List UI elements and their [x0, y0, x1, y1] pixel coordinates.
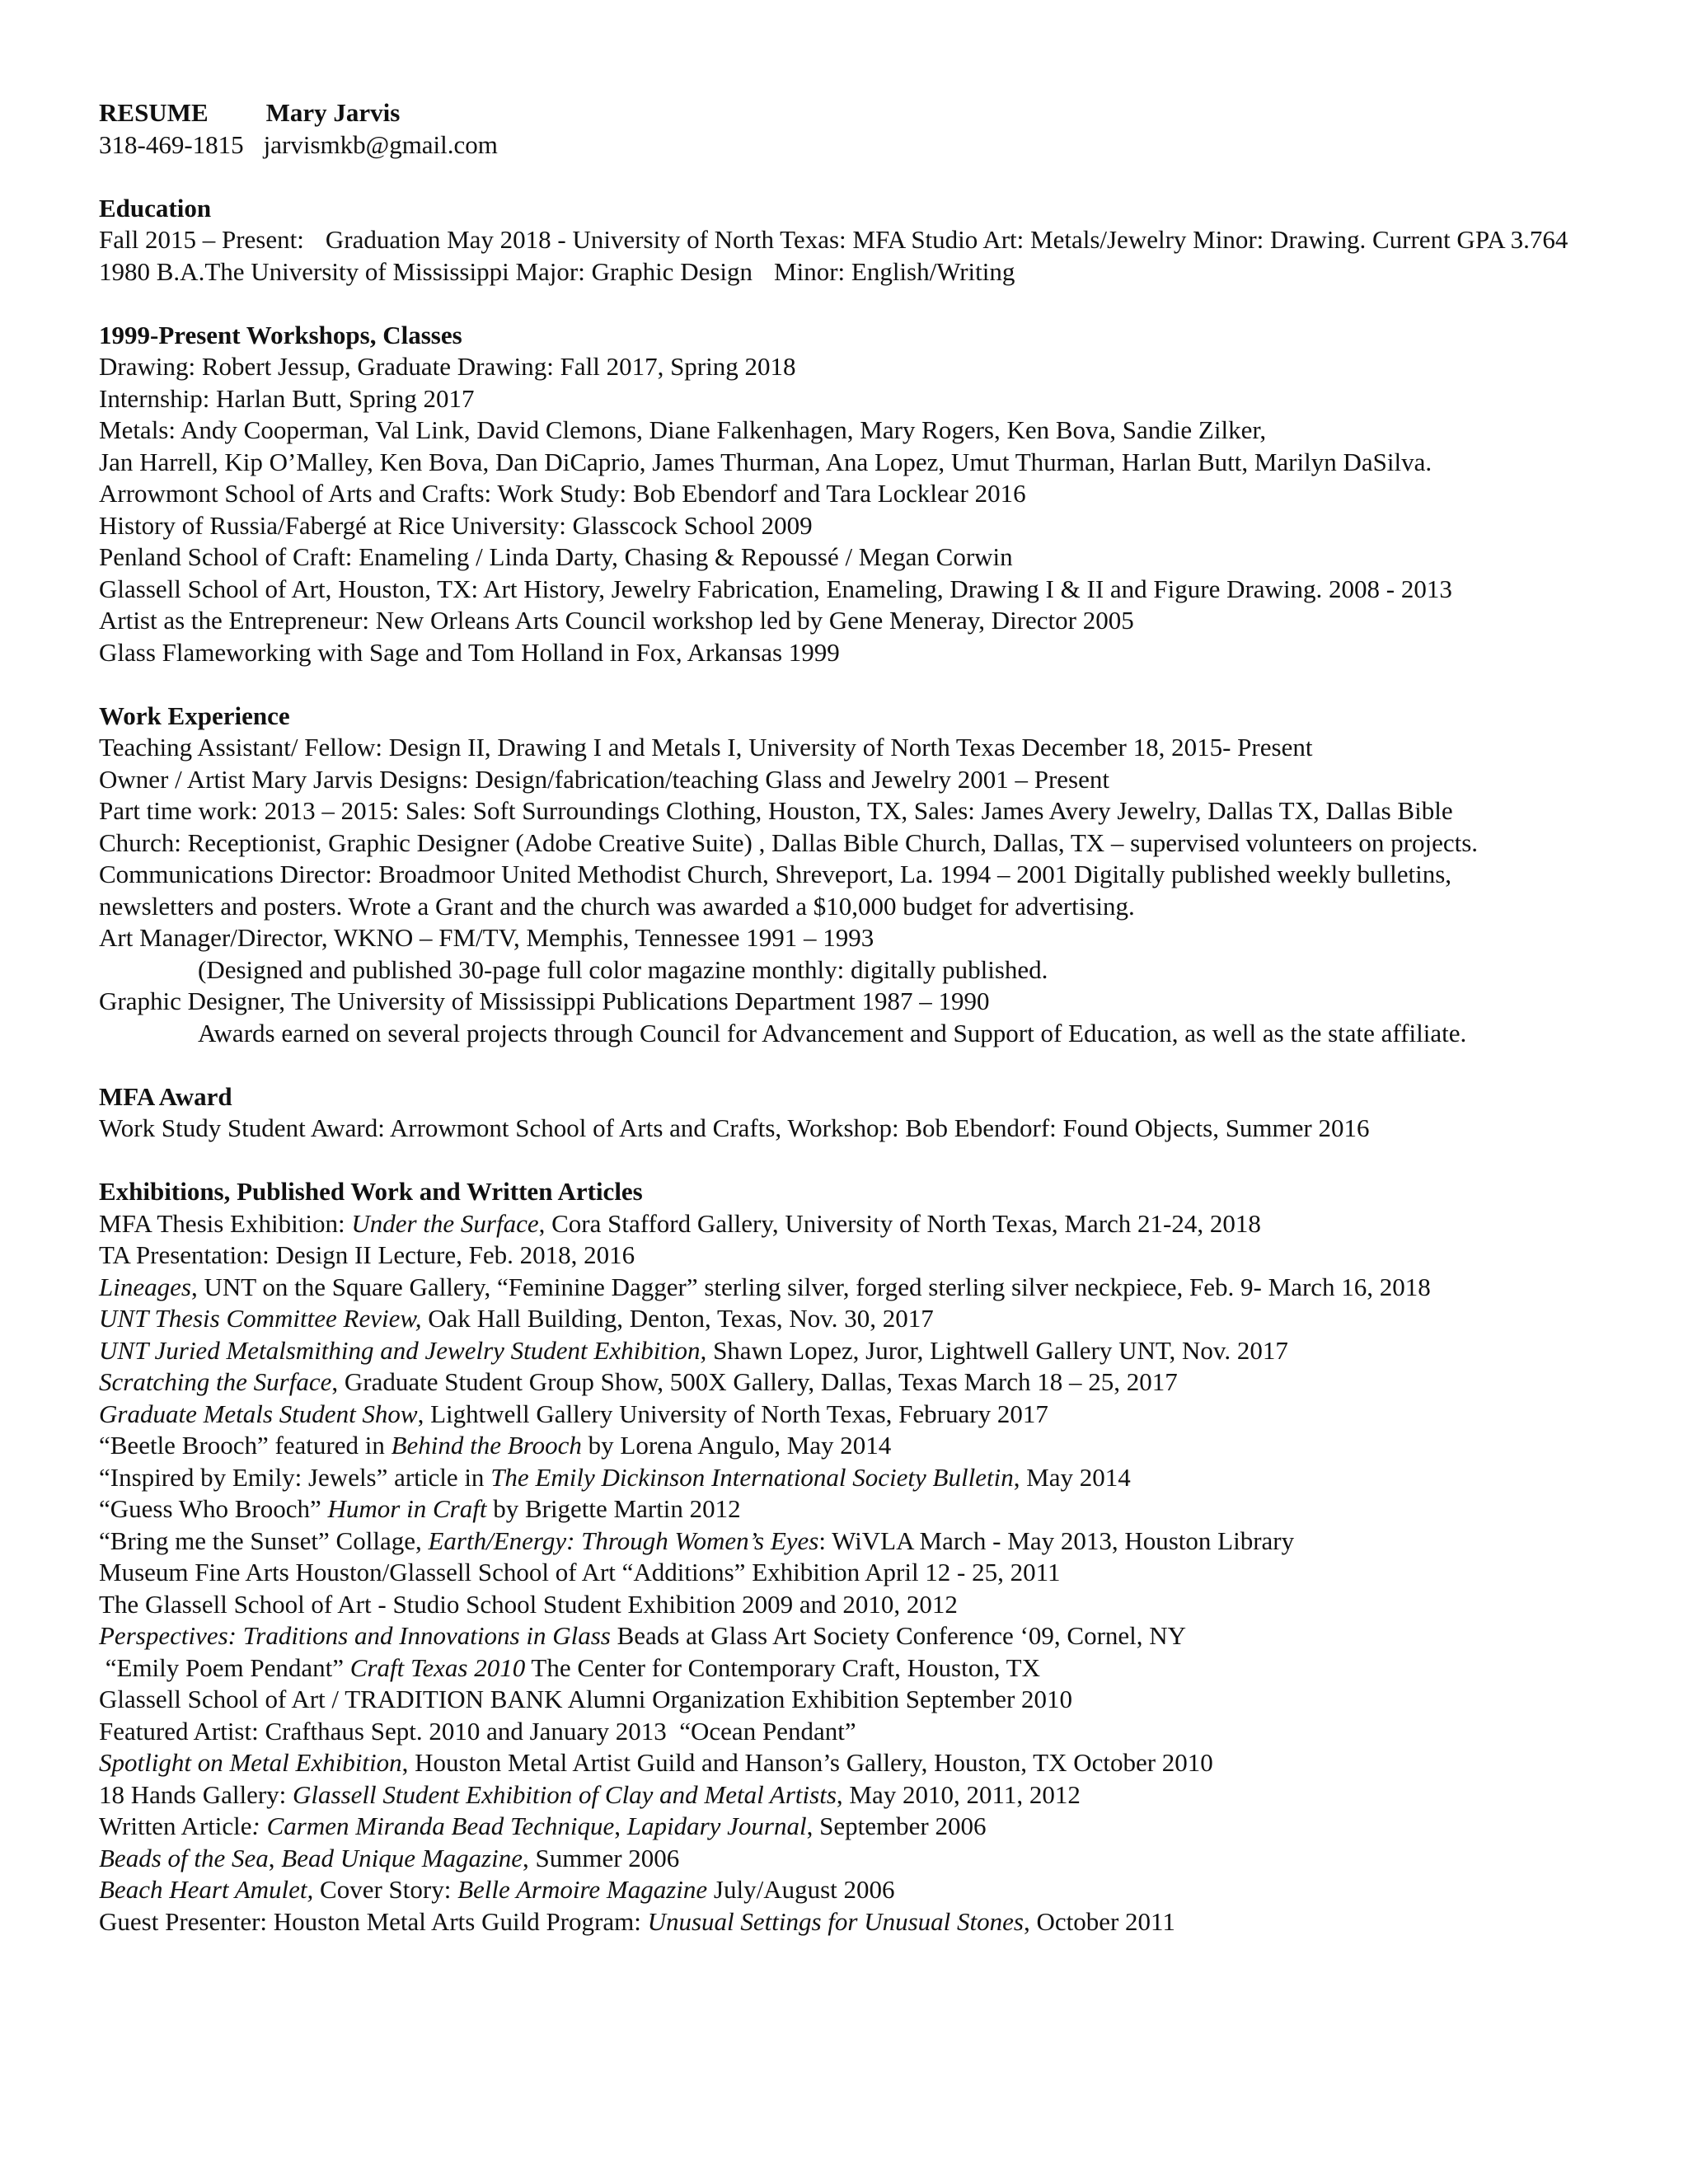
exhibition-item: Scratching the Surface, Graduate Student Group Show, 500X Gallery, Dallas, Texas March 18 – 25, 2017: [99, 1367, 1178, 1396]
exhibition-item: Written Article: Carmen Miranda Bead Technique, Lapidary Journal, September 2006: [99, 1811, 987, 1840]
exhibition-item: Museum Fine Arts Houston/Glassell School of Art “Additions” Exhibition April 12 - 25, 2011: [99, 1558, 1061, 1586]
work-line: Part time work: 2013 – 2015: Sales: Soft Surroundings Clothing, Houston, TX, Sales: James Avery Jewelry, Dallas TX, Dallas Bible: [99, 796, 1453, 825]
exhibition-item: TA Presentation: Design II Lecture, Feb. 2018, 2016: [99, 1240, 635, 1269]
exhibition-item: Glassell School of Art / TRADITION BANK Alumni Organization Exhibition September 2010: [99, 1685, 1073, 1713]
workshop-line: Drawing: Robert Jessup, Graduate Drawing: Fall 2017, Spring 2018: [99, 352, 796, 381]
workshop-line: Artist as the Entrepreneur: New Orleans Arts Council workshop led by Gene Meneray, Director 2005: [99, 606, 1134, 635]
resume-header: [99, 97, 1607, 129]
exhibitions-heading: Exhibitions, Published Work and Written Articles: [99, 1177, 643, 1206]
phone-number: 318-469-1815: [99, 129, 244, 159]
workshop-line: Penland School of Craft: Enameling / Linda Darty, Chasing & Repoussé / Megan Corwin: [99, 542, 1013, 571]
exhibition-item: Spotlight on Metal Exhibition, Houston Metal Artist Guild and Hanson’s Gallery, Houston, TX October 2010: [99, 1748, 1213, 1777]
workshop-line: Jan Harrell, Kip O’Malley, Ken Bova, Dan DiCaprio, James Thurman, Ana Lopez, Umut Thurman, Harlan Butt, Marilyn DaSilva.: [99, 447, 1432, 476]
contact-line: [99, 129, 1607, 162]
workshop-line: Metals: Andy Cooperman, Val Link, David Clemons, Diane Falkenhagen, Mary Rogers, Ken Bova, Sandie Zilker,: [99, 415, 1267, 444]
exhibition-item: UNT Juried Metalsmithing and Jewelry Student Exhibition, Shawn Lopez, Juror, Lightwell Gallery UNT, Nov. 2017: [99, 1335, 1288, 1365]
education-entry-ba: 1980 B.A.The University of Mississippi Major: Graphic Design Minor: English/Writing: [99, 256, 1015, 286]
education-heading: Education: [99, 193, 212, 223]
work-line: Art Manager/Director, WKNO – FM/TV, Memphis, Tennessee 1991 – 1993: [99, 923, 874, 952]
resume-label: RESUME: [99, 98, 209, 127]
exhibition-item: Perspectives: Traditions and Innovations in Glass Beads at Glass Art Society Conference ‘09, Cornel, NY: [99, 1621, 1187, 1650]
email-address: jarvismkb@gmail.com: [263, 129, 498, 159]
applicant-name: Mary Jarvis: [265, 98, 401, 127]
work-line: Communications Director: Broadmoor United Methodist Church, Shreveport, La. 1994 – 2001 Digitally published weekly bulletins,: [99, 860, 1452, 888]
workshops-heading: 1999-Present Workshops, Classes: [99, 320, 462, 349]
resume-page: [99, 97, 1607, 1938]
work-line: newsletters and posters. Wrote a Grant and the church was awarded a $10,000 budget for advertising.: [99, 891, 1135, 921]
work-line: Teaching Assistant/ Fellow: Design II, Drawing I and Metals I, University of North Texas December 18, 2015- Present: [99, 733, 1313, 762]
workshop-line: Arrowmont School of Arts and Crafts: Work Study: Bob Ebendorf and Tara Locklear 2016: [99, 479, 1026, 508]
exhibition-item: “Bring me the Sunset” Collage, Earth/Energy: Through Women’s Eyes: WiVLA March - May 2013, Houston Library: [99, 1526, 1295, 1555]
work-line: Owner / Artist Mary Jarvis Designs: Design/fabrication/teaching Glass and Jewelry 2001 – Present: [99, 764, 1109, 794]
workshop-line: Glass Flameworking with Sage and Tom Holland in Fox, Arkansas 1999: [99, 637, 840, 667]
exhibition-item: Guest Presenter: Houston Metal Arts Guild Program: Unusual Settings for Unusual Stones, October 2011: [99, 1906, 1175, 1936]
exhibition-item: The Glassell School of Art - Studio School Student Exhibition 2009 and 2010, 2012: [99, 1589, 958, 1619]
exhibition-item: Lineages, UNT on the Square Gallery, “Feminine Dagger” sterling silver, forged sterling silver neckpiece, Feb. 9- March 16, 2018: [99, 1272, 1431, 1301]
exhibition-item: “Inspired by Emily: Jewels” article in The Emily Dickinson International Society Bulletin, May 2014: [99, 1462, 1131, 1492]
exhibition-item: “Emily Poem Pendant” Craft Texas 2010 The Center for Contemporary Craft, Houston, TX: [99, 1652, 1040, 1682]
education-entry-mfa: Fall 2015 – Present: Graduation May 2018 - University of North Texas: MFA Studio Art: Metals/Jewelry Minor: Drawing. Current GPA 3.764: [99, 225, 1568, 254]
workshop-line: Glassell School of Art, Houston, TX: Art History, Jewelry Fabrication, Enameling, Drawing I & II and Figure Drawing. 2008 - 2013: [99, 574, 1452, 603]
award-heading: MFA Award: [99, 1081, 232, 1111]
exhibition-item: UNT Thesis Committee Review, Oak Hall Building, Denton, Texas, Nov. 30, 2017: [99, 1304, 934, 1333]
work-line: Graphic Designer, The University of Mississippi Publications Department 1987 – 1990: [99, 987, 990, 1015]
workshop-line: Internship: Harlan Butt, Spring 2017: [99, 383, 475, 413]
exhibition-item: Featured Artist: Crafthaus Sept. 2010 and January 2013 “Ocean Pendant”: [99, 1716, 856, 1746]
exhibition-item: Beads of the Sea, Bead Unique Magazine, Summer 2006: [99, 1843, 680, 1872]
workshop-line: History of Russia/Fabergé at Rice University: Glasscock School 2009: [99, 510, 813, 540]
work-line-detail: Awards earned on several projects through Council for Advancement and Support of Education, as well as the state affiliate.: [198, 1018, 1467, 1047]
exhibition-item: 18 Hands Gallery: Glassell Student Exhibition of Clay and Metal Artists, May 2010, 2011, 2012: [99, 1779, 1081, 1809]
work-line-detail: (Designed and published 30-page full color magazine monthly: digitally published.: [198, 954, 1048, 984]
exhibition-item: Graduate Metals Student Show, Lightwell Gallery University of North Texas, February 2017: [99, 1399, 1048, 1428]
award-line: Work Study Student Award: Arrowmont School of Arts and Crafts, Workshop: Bob Ebendorf: Found Objects, Summer 2016: [99, 1113, 1370, 1142]
exhibition-item: Beach Heart Amulet, Cover Story: Belle Armoire Magazine July/August 2006: [99, 1875, 895, 1904]
work-line: Church: Receptionist, Graphic Designer (Adobe Creative Suite) , Dallas Bible Church, Dallas, TX – supervised volunteers on projects.: [99, 827, 1479, 857]
exhibition-item: MFA Thesis Exhibition: Under the Surface, Cora Stafford Gallery, University of North Texas, March 21-24, 2018: [99, 1208, 1261, 1238]
exhibition-item: “Guess Who Brooch” Humor in Craft by Brigette Martin 2012: [99, 1494, 741, 1523]
exhibition-item: “Beetle Brooch” featured in Behind the Brooch by Lorena Angulo, May 2014: [99, 1431, 892, 1460]
work-heading: Work Experience: [99, 701, 290, 730]
